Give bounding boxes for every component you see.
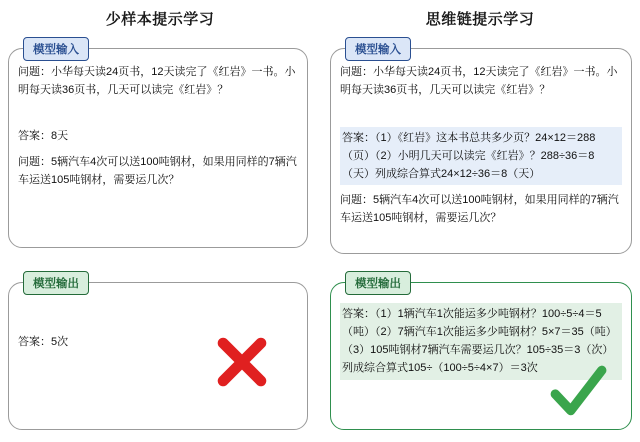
cross-icon [215, 335, 269, 389]
left-model-input-tag: 模型输入 [23, 37, 89, 61]
left-input-question-1: 问题：小华每天读24页书，12天读完了《红岩》一书。小明每天读36页书，几天可以读完《红岩》？ [18, 66, 296, 97]
check-icon [547, 361, 609, 423]
left-model-input-panel [8, 44, 308, 248]
right-model-output-panel [330, 278, 632, 430]
left-column-title: 少样本提示学习 [105, 11, 215, 28]
left-model-output-tag: 模型输出 [23, 271, 89, 295]
right-model-output-tag: 模型输出 [345, 271, 411, 295]
right-model-input-tag: 模型输入 [345, 37, 411, 61]
left-output-answer: 答案：5次 [18, 336, 69, 348]
left-model-output-panel [8, 278, 308, 430]
left-input-question-2: 问题：5辆汽车4次可以送100吨钢材，如果用同样的7辆汽车运送105吨钢材，需要运几次？ [18, 156, 297, 187]
right-input-question-1: 问题：小华每天读24页书，12天读完了《红岩》一书。小明每天读36页书，几天可以读完《红岩》？ [340, 66, 618, 97]
right-column-title: 思维链提示学习 [425, 11, 535, 28]
right-output-answer: 答案：（1）1辆汽车1次能运多少吨钢材？100÷5÷4＝5（吨）（2）7辆汽车1次能运多少吨钢材？5×7＝35（吨）（3）105吨钢材7辆汽车需要运几次？105÷35＝3（次）列成综合算式105÷（100÷5÷4×7）＝3次 [340, 303, 622, 380]
right-input-question-2: 问题：5辆汽车4次可以送100吨钢材，如果用同样的7辆汽车运送105吨钢材，需要运几次？ [340, 194, 619, 225]
right-input-answer-1: 答案：（1）《红岩》这本书总共多少页？24×12＝288（页）（2）小明几天可以读完《红岩》？288÷36＝8（天）列成综合算式24×12÷36＝8（天） [340, 127, 622, 185]
left-input-answer-1: 答案：8天 [18, 130, 69, 142]
right-model-input-panel [330, 44, 632, 254]
